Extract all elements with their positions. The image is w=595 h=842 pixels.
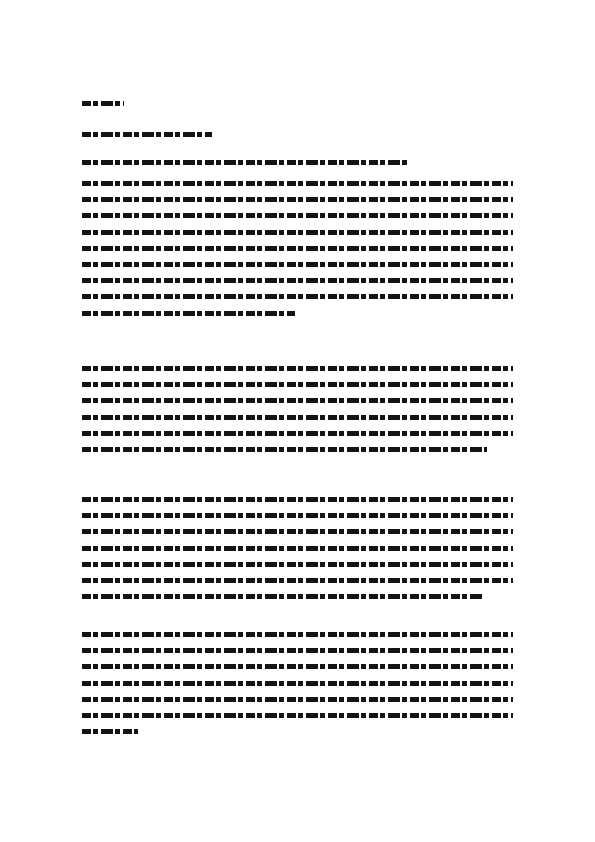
paragraph-2-line-6	[82, 447, 487, 452]
paragraph-4-line-7	[82, 729, 138, 734]
paragraph-3-line-3	[82, 529, 513, 534]
paragraph-4-line-4	[82, 681, 513, 686]
paragraph-2-line-1	[82, 366, 513, 371]
paragraph-1-line-6	[82, 262, 513, 267]
paragraph-2-line-2	[82, 382, 513, 387]
paragraph-3-line-4	[82, 546, 513, 551]
paragraph-heading	[82, 160, 408, 165]
paragraph-4-line-3	[82, 664, 513, 669]
paragraph-4-line-6	[82, 713, 513, 718]
paragraph-3-line-7	[82, 594, 484, 599]
paragraph-1-line-3	[82, 213, 513, 218]
paragraph-2-line-4	[82, 415, 513, 420]
paragraph-3-line-5	[82, 562, 513, 567]
header-line-1	[82, 101, 124, 106]
paragraph-1-line-2	[82, 197, 513, 202]
paragraph-3-line-1	[82, 497, 513, 502]
paragraph-4-line-1	[82, 632, 513, 637]
paragraph-1-line-1	[82, 181, 513, 186]
paragraph-2-line-3	[82, 398, 513, 403]
paragraph-3-line-2	[82, 513, 513, 518]
paragraph-2-line-5	[82, 431, 513, 436]
paragraph-4-line-2	[82, 648, 513, 653]
paragraph-1-line-7	[82, 278, 513, 283]
paragraph-1-line-5	[82, 246, 513, 251]
paragraph-1-line-9	[82, 311, 295, 316]
paragraph-3-line-6	[82, 578, 513, 583]
header-line-2	[82, 132, 212, 137]
paragraph-1-line-8	[82, 294, 513, 299]
paragraph-4-line-5	[82, 697, 513, 702]
paragraph-1-line-4	[82, 230, 513, 235]
